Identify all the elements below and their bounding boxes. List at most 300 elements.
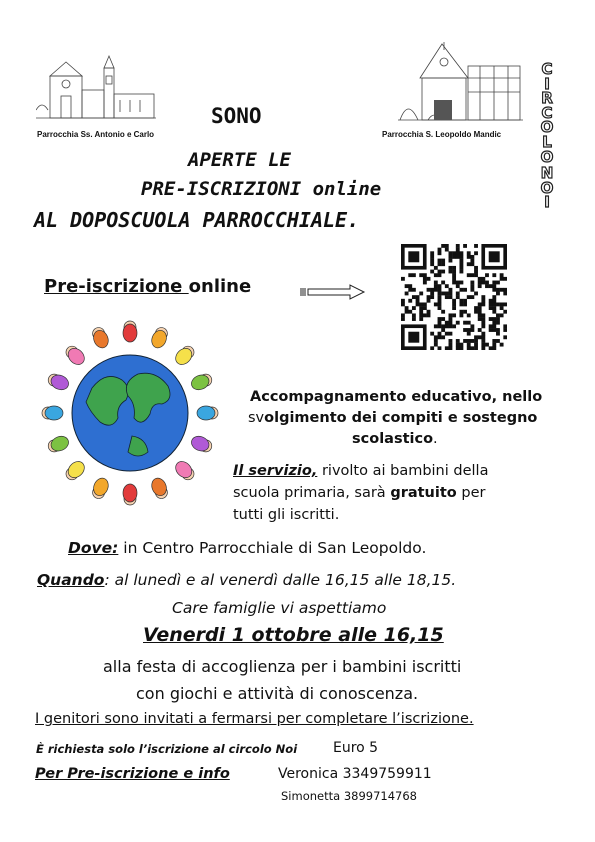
headline-preiscrizioni: PRE-ISCRIZIONI online (141, 178, 382, 200)
qr-module (456, 248, 460, 252)
qr-module (456, 284, 460, 288)
qr-module (449, 292, 453, 296)
qr-module (456, 321, 460, 325)
qr-module (419, 302, 423, 306)
qr-module (449, 339, 453, 343)
qr-module (481, 343, 485, 347)
qr-module (470, 273, 474, 277)
info-label: Per Pre-iscrizione e info (35, 766, 230, 782)
qr-module (478, 277, 482, 281)
qr-module (405, 284, 409, 288)
qr-module (423, 277, 427, 281)
qr-module (481, 332, 485, 336)
qr-module (492, 310, 496, 314)
qr-module (474, 306, 478, 310)
qr-module (434, 335, 438, 339)
qr-module (492, 302, 496, 306)
left-parish-caption: Parrocchia Ss. Antonio e Carlo (37, 130, 155, 139)
qr-module (478, 328, 482, 332)
qr-module (452, 302, 456, 306)
qr-module (467, 273, 471, 277)
qr-module (430, 255, 434, 259)
qr-module (489, 299, 493, 303)
qr-module (474, 343, 478, 347)
qr-module (449, 266, 453, 270)
qr-module (401, 299, 405, 303)
qr-module (474, 310, 478, 314)
qr-module (445, 248, 449, 252)
qr-module (463, 288, 467, 292)
qr-module (459, 299, 463, 303)
qr-module (492, 295, 496, 299)
qr-module (459, 259, 463, 263)
child-body (123, 324, 137, 342)
qr-module (496, 332, 500, 336)
quando-line: Quando: al lunedì e al venerdì dalle 16,15 alle 18,15. (37, 571, 457, 589)
qr-module (478, 310, 482, 314)
qr-module (459, 313, 463, 317)
qr-module (449, 288, 453, 292)
qr-module (452, 306, 456, 310)
servizio-line1: Il servizio, rivolto ai bambini della (233, 463, 489, 479)
qr-module (470, 255, 474, 259)
qr-module (434, 324, 438, 328)
qr-module (459, 266, 463, 270)
qr-module (438, 273, 442, 277)
qr-module (430, 262, 434, 266)
qr-module (408, 299, 412, 303)
qr-module (438, 321, 442, 325)
qr-module (419, 310, 423, 314)
qr-module (441, 324, 445, 328)
contact-simonetta: Simonetta 3899714768 (281, 789, 417, 803)
description-block (236, 387, 566, 450)
qr-module (408, 288, 412, 292)
qr-module (452, 270, 456, 274)
qr-module (467, 339, 471, 343)
qr-module (481, 324, 485, 328)
servizio-block (233, 460, 563, 526)
qr-module (430, 332, 434, 336)
qr-module (449, 270, 453, 274)
preiscrizione-label (34, 276, 251, 297)
qr-module (496, 302, 500, 306)
qr-module (430, 288, 434, 292)
qr-module (492, 339, 496, 343)
contact-veronica: Veronica 3349759911 (278, 766, 432, 782)
qr-module (478, 281, 482, 285)
qr-module (492, 343, 496, 347)
qr-module (419, 273, 423, 277)
qr-module (496, 328, 500, 332)
qr-module (467, 255, 471, 259)
qr-module (492, 317, 496, 321)
qr-module (441, 310, 445, 314)
qr-module (456, 251, 460, 255)
qr-module (467, 251, 471, 255)
qr-module (470, 262, 474, 266)
qr-module (412, 317, 416, 321)
qr-module (441, 317, 445, 321)
qr-module (412, 306, 416, 310)
qr-module (430, 259, 434, 263)
qr-module (496, 281, 500, 285)
qr-module (474, 244, 478, 248)
qr-module (481, 313, 485, 317)
qr-module (419, 317, 423, 321)
qr-module (481, 281, 485, 285)
qr-module (441, 262, 445, 266)
qr-module (496, 292, 500, 296)
qr-module (485, 284, 489, 288)
qr-module (474, 251, 478, 255)
qr-module (492, 321, 496, 325)
qr-module (467, 346, 471, 350)
qr-module (401, 317, 405, 321)
qr-module (481, 302, 485, 306)
qr-module (470, 259, 474, 263)
qr-module (452, 313, 456, 317)
qr-module (438, 284, 442, 288)
qr-module (481, 295, 485, 299)
qr-module (445, 346, 449, 350)
qr-module (401, 302, 405, 306)
qr-module (492, 284, 496, 288)
qr-module (430, 270, 434, 274)
qr-module (449, 324, 453, 328)
qr-module (445, 332, 449, 336)
qr-module (438, 251, 442, 255)
qr-module (474, 266, 478, 270)
qr-module (474, 292, 478, 296)
qr-module (459, 281, 463, 285)
child-body (123, 484, 137, 502)
qr-module (489, 317, 493, 321)
qr-finder (408, 332, 419, 343)
qr-module (496, 288, 500, 292)
church-sketch-left (36, 50, 156, 124)
qr-module (445, 295, 449, 299)
qr-module (492, 324, 496, 328)
qr-module (489, 306, 493, 310)
qr-module (500, 306, 504, 310)
invite-line4: con giochi e attività di conoscenza. (136, 684, 419, 703)
qr-module (489, 346, 493, 350)
qr-module (419, 313, 423, 317)
qr-module (503, 277, 507, 281)
qr-module (496, 321, 500, 325)
qr-module (434, 343, 438, 347)
headline-doposcuola: AL DOPOSCUOLA PARROCCHIALE. (34, 208, 360, 232)
parents-note: I genitori sono invitati a fermarsi per completare l’iscrizione. (35, 711, 474, 727)
child-body (197, 406, 215, 420)
qr-module (449, 332, 453, 336)
qr-module (459, 255, 463, 259)
qr-module (405, 310, 409, 314)
qr-module (441, 259, 445, 263)
qr-module (463, 244, 467, 248)
qr-module (434, 284, 438, 288)
qr-module (500, 313, 504, 317)
qr-module (459, 262, 463, 266)
qr-module (452, 281, 456, 285)
qr-module (481, 299, 485, 303)
qr-module (445, 284, 449, 288)
headline-sono: SONO (211, 104, 262, 128)
qr-module (467, 332, 471, 336)
qr-module (438, 302, 442, 306)
qr-module (416, 299, 420, 303)
child-body (45, 406, 63, 420)
circolo-note: È richiesta solo l’iscrizione al circolo Noi (36, 742, 298, 756)
servizio-line2: scuola primaria, sarà gratuito per (233, 485, 486, 501)
qr-module (438, 306, 442, 310)
qr-module (441, 270, 445, 274)
qr-module (449, 255, 453, 259)
qr-module (470, 288, 474, 292)
qr-module (427, 313, 431, 317)
qr-module (438, 295, 442, 299)
qr-module (459, 310, 463, 314)
qr-module (449, 346, 453, 350)
qr-module (503, 310, 507, 314)
qr-module (423, 281, 427, 285)
qr-module (467, 295, 471, 299)
qr-module (434, 339, 438, 343)
qr-module (430, 295, 434, 299)
qr-module (438, 332, 442, 336)
qr-module (478, 306, 482, 310)
qr-module (467, 328, 471, 332)
qr-module (449, 343, 453, 347)
qr-module (489, 302, 493, 306)
dove-line: Dove: in Centro Parrocchiale di San Leopoldo. (68, 539, 427, 557)
qr-module (456, 295, 460, 299)
qr-module (467, 313, 471, 317)
qr-module (456, 255, 460, 259)
preiscrizione-underlined: Pre-iscrizione (44, 276, 189, 297)
qr-module (449, 259, 453, 263)
qr-module (489, 324, 493, 328)
servizio-line3: tutti gli iscritti. (233, 507, 340, 523)
desc-line2: svolgimento dei compiti e sostegno (248, 410, 538, 426)
qr-module (459, 346, 463, 350)
qr-module (463, 310, 467, 314)
qr-module (405, 306, 409, 310)
qr-module (496, 339, 500, 343)
qr-module (441, 292, 445, 296)
qr-module (427, 277, 431, 281)
qr-module (474, 270, 478, 274)
qr-module (423, 273, 427, 277)
qr-module (463, 339, 467, 343)
qr-module (500, 288, 504, 292)
circolo-noi-logo: C I R C O L O N O I (540, 60, 554, 212)
desc-line1: Accompagnamento educativo, nello (250, 389, 543, 405)
qr-module (438, 292, 442, 296)
qr-module (430, 346, 434, 350)
qr-module (478, 317, 482, 321)
qr-module (470, 328, 474, 332)
qr-module (474, 273, 478, 277)
qr-module (503, 288, 507, 292)
qr-module (489, 328, 493, 332)
qr-module (478, 302, 482, 306)
qr-module (401, 277, 405, 281)
qr-module (449, 251, 453, 255)
qr-module (419, 292, 423, 296)
qr-module (438, 346, 442, 350)
qr-module (430, 251, 434, 255)
qr-module (500, 302, 504, 306)
qr-module (452, 251, 456, 255)
qr-module (419, 306, 423, 310)
desc-line3: scolastico. (352, 431, 438, 447)
qr-module (496, 313, 500, 317)
preiscrizione-online: online (188, 276, 252, 297)
qr-module (474, 346, 478, 350)
qr-module (452, 299, 456, 303)
qr-module (492, 299, 496, 303)
qr-module (503, 324, 507, 328)
qr-module (412, 273, 416, 277)
qr-module (500, 277, 504, 281)
qr-module (452, 273, 456, 277)
qr-module (405, 292, 409, 296)
qr-module (492, 288, 496, 292)
qr-module (456, 244, 460, 248)
arrow-right-icon (300, 284, 366, 305)
qr-module (485, 273, 489, 277)
qr-module (434, 288, 438, 292)
qr-module (463, 321, 467, 325)
qr-module (456, 343, 460, 347)
qr-module (430, 292, 434, 296)
qr-module (500, 273, 504, 277)
qr-module (456, 292, 460, 296)
invite-line3: alla festa di accoglienza per i bambini iscritti (103, 657, 462, 676)
qr-module (467, 262, 471, 266)
qr-module (481, 339, 485, 343)
qr-module (408, 284, 412, 288)
qr-module (489, 284, 493, 288)
qr-code[interactable] (401, 244, 507, 355)
euro-amount: Euro 5 (333, 740, 379, 756)
qr-module (423, 306, 427, 310)
qr-module (434, 266, 438, 270)
qr-module (463, 328, 467, 332)
qr-module (492, 306, 496, 310)
qr-module (459, 270, 463, 274)
qr-module (445, 244, 449, 248)
qr-module (427, 288, 431, 292)
qr-module (412, 288, 416, 292)
qr-module (408, 273, 412, 277)
qr-module (441, 281, 445, 285)
qr-module (481, 321, 485, 325)
qr-module (470, 284, 474, 288)
qr-module (438, 270, 442, 274)
qr-module (408, 310, 412, 314)
headline-aperte: APERTE LE (188, 149, 291, 171)
qr-module (438, 317, 442, 321)
qr-module (481, 317, 485, 321)
qr-module (416, 295, 420, 299)
event-date: Venerdi 1 ottobre alle 16,15 (143, 624, 444, 646)
qr-module (438, 248, 442, 252)
qr-module (449, 313, 453, 317)
qr-module (463, 299, 467, 303)
qr-module (500, 343, 504, 347)
qr-module (452, 255, 456, 259)
qr-module (449, 317, 453, 321)
qr-module (445, 324, 449, 328)
qr-module (423, 302, 427, 306)
qr-module (470, 339, 474, 343)
qr-module (485, 281, 489, 285)
invite-line1: Care famiglie vi aspettiamo (172, 599, 387, 617)
qr-module (441, 328, 445, 332)
qr-module (474, 339, 478, 343)
qr-module (478, 313, 482, 317)
qr-module (412, 313, 416, 317)
qr-module (478, 284, 482, 288)
qr-module (503, 335, 507, 339)
qr-module (459, 288, 463, 292)
qr-module (438, 262, 442, 266)
qr-module (456, 346, 460, 350)
qr-module (496, 317, 500, 321)
qr-finder (489, 251, 500, 262)
qr-module (459, 302, 463, 306)
qr-module (470, 281, 474, 285)
qr-module (401, 313, 405, 317)
qr-module (438, 335, 442, 339)
qr-module (438, 299, 442, 303)
qr-module (481, 335, 485, 339)
qr-module (427, 299, 431, 303)
qr-module (427, 295, 431, 299)
qr-module (492, 273, 496, 277)
qr-module (481, 346, 485, 350)
qr-module (478, 335, 482, 339)
qr-module (492, 281, 496, 285)
qr-module (441, 244, 445, 248)
qr-module (459, 251, 463, 255)
qr-module (474, 335, 478, 339)
qr-module (438, 288, 442, 292)
qr-module (438, 324, 442, 328)
qr-module (452, 277, 456, 281)
qr-module (470, 295, 474, 299)
qr-module (427, 310, 431, 314)
qr-finder (408, 251, 419, 262)
qr-module (449, 295, 453, 299)
qr-module (492, 346, 496, 350)
qr-module (481, 277, 485, 281)
qr-module (423, 313, 427, 317)
qr-module (470, 346, 474, 350)
qr-module (412, 295, 416, 299)
qr-module (434, 273, 438, 277)
qr-module (463, 302, 467, 306)
qr-module (449, 321, 453, 325)
qr-module (445, 292, 449, 296)
qr-module (445, 321, 449, 325)
qr-module (503, 292, 507, 296)
qr-module (459, 343, 463, 347)
qr-module (485, 343, 489, 347)
